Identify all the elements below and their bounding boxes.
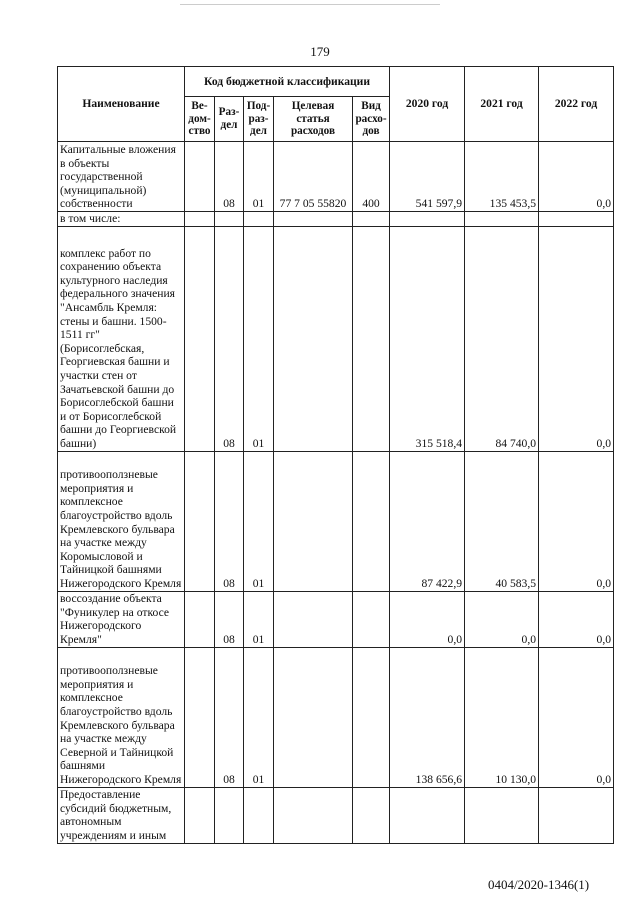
row-name: Предоставление субсидий бюджетным, автономным учреждениям и иным	[58, 787, 185, 843]
row-vid	[353, 647, 390, 787]
table-row	[58, 142, 614, 212]
row-2022: 0,0	[539, 591, 614, 647]
row-2020	[390, 787, 465, 843]
row-2020	[390, 212, 465, 227]
row-name: в том числе:	[58, 212, 185, 227]
row-2022: 0,0	[539, 451, 614, 591]
header-code-group: Код бюджетной классификации	[185, 67, 390, 97]
row-ved	[185, 451, 215, 591]
row-2020: 138 656,6	[390, 647, 465, 787]
row-vid	[353, 787, 390, 843]
page-number: 179	[310, 44, 330, 59]
row-2020: 0,0	[390, 591, 465, 647]
row-2021: 135 453,5	[465, 142, 539, 212]
row-razdel: 08	[215, 647, 244, 787]
header-2020: 2020 год	[390, 67, 465, 142]
row-2020: 315 518,4	[390, 226, 465, 451]
table-row	[58, 226, 614, 451]
table-row	[58, 451, 614, 591]
row-ved	[185, 212, 215, 227]
row-2021	[465, 787, 539, 843]
row-ved	[185, 591, 215, 647]
row-2022: 0,0	[539, 226, 614, 451]
header-2022: 2022 год	[539, 67, 614, 142]
row-name: воссоздание объекта "Фуникулер на откосе Нижегородского Кремля"	[58, 591, 185, 647]
row-razdel: 08	[215, 226, 244, 451]
row-podrazdel: 01	[244, 591, 274, 647]
row-2020: 541 597,9	[390, 142, 465, 212]
row-podrazdel: 01	[244, 142, 274, 212]
row-2021: 0,0	[465, 591, 539, 647]
budget-table	[57, 66, 614, 844]
row-razdel: 08	[215, 142, 244, 212]
row-name: противооползневые мероприятия и комплексное благоустройство вдоль Кремлевского бульвара на участке между Коромысловой и Тайницкой башнями Нижегородского Кремля	[58, 451, 185, 591]
row-2021: 40 583,5	[465, 451, 539, 591]
row-ved	[185, 226, 215, 451]
row-2021: 10 130,0	[465, 647, 539, 787]
row-name: Капитальные вложения в объекты государственной (муниципальной) собственности	[58, 142, 185, 212]
header-name: Наименование	[58, 67, 185, 142]
header-ved: Ве-дом-ство	[185, 97, 215, 142]
row-podrazdel: 01	[244, 451, 274, 591]
row-target	[274, 647, 353, 787]
header-podrazdel: Под-раз-дел	[244, 97, 274, 142]
row-ved	[185, 142, 215, 212]
row-ved	[185, 787, 215, 843]
row-vid	[353, 226, 390, 451]
header-razdel: Раз-дел	[215, 97, 244, 142]
row-target	[274, 591, 353, 647]
row-vid: 400	[353, 142, 390, 212]
top-rule	[180, 4, 440, 5]
row-target	[274, 212, 353, 227]
row-vid	[353, 212, 390, 227]
row-2020: 87 422,9	[390, 451, 465, 591]
row-razdel	[215, 212, 244, 227]
row-vid	[353, 451, 390, 591]
row-2021	[465, 212, 539, 227]
row-target	[274, 787, 353, 843]
header-vid: Вид расхо-дов	[353, 97, 390, 142]
table-row	[58, 591, 614, 647]
row-podrazdel: 01	[244, 226, 274, 451]
row-name: комплекс работ по сохранению объекта культурного наследия федерального значения "Ансамбль Кремля: стены и башни. 1500-1511 гг" (Борисоглебская, Георгиевская башни и участки стен от Зачатьевской башни до Борисоглебской башни и от Борисоглебской башни до Георгиевской башни)	[58, 226, 185, 451]
row-2022	[539, 212, 614, 227]
row-2022: 0,0	[539, 142, 614, 212]
row-podrazdel	[244, 212, 274, 227]
table-row	[58, 787, 614, 843]
row-2022: 0,0	[539, 647, 614, 787]
row-name: противооползневые мероприятия и комплексное благоустройство вдоль Кремлевского бульвара на участке между Северной и Тайницкой башнями Нижегородского Кремля	[58, 647, 185, 787]
row-razdel: 08	[215, 451, 244, 591]
header-row-top	[58, 67, 614, 97]
row-podrazdel	[244, 787, 274, 843]
document-code: 0404/2020-1346(1)	[488, 877, 590, 892]
row-vid	[353, 591, 390, 647]
table-row	[58, 212, 614, 227]
header-2021: 2021 год	[465, 67, 539, 142]
row-razdel	[215, 787, 244, 843]
row-podrazdel: 01	[244, 647, 274, 787]
table-row	[58, 647, 614, 787]
row-target	[274, 226, 353, 451]
row-2021: 84 740,0	[465, 226, 539, 451]
row-2022	[539, 787, 614, 843]
row-ved	[185, 647, 215, 787]
row-target	[274, 451, 353, 591]
header-target: Целевая статья расходов	[274, 97, 353, 142]
row-target: 77 7 05 55820	[274, 142, 353, 212]
row-razdel: 08	[215, 591, 244, 647]
